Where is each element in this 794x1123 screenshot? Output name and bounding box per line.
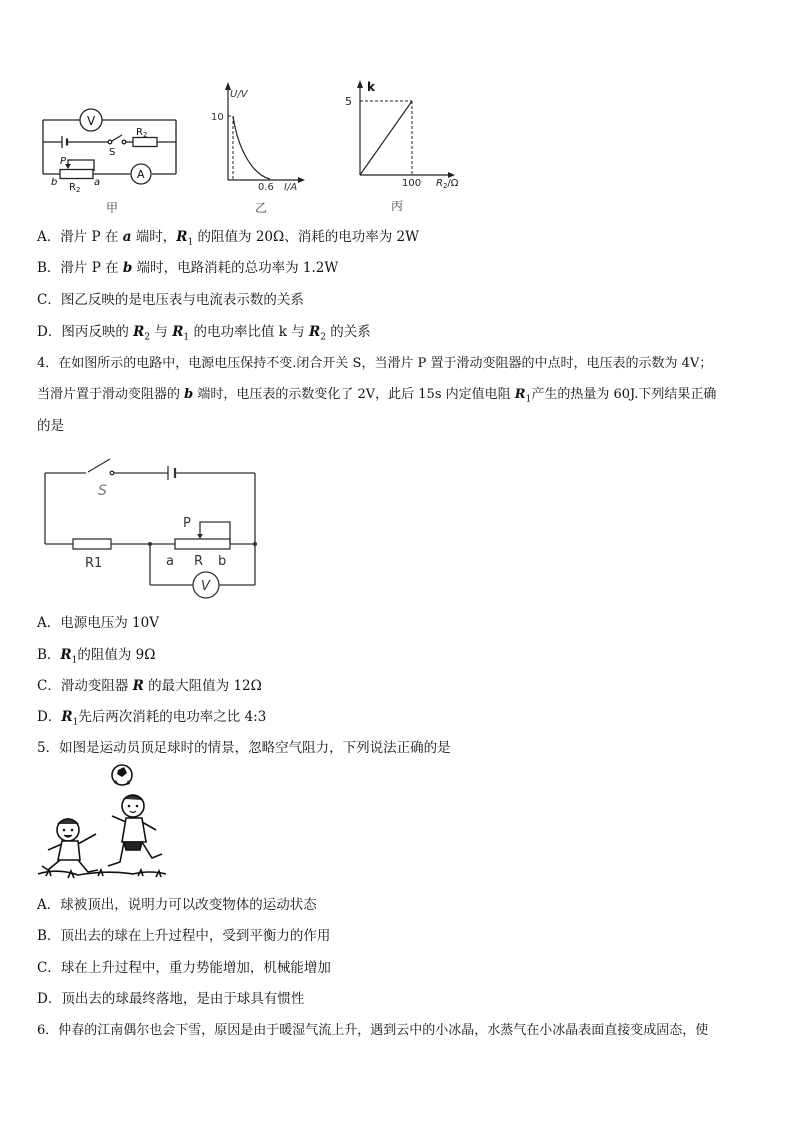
soccer-heading-illustration xyxy=(38,762,168,882)
q4-end-b-label: b xyxy=(218,554,227,569)
q4-rheostat-label: R xyxy=(194,554,204,569)
q4-option-c: C．滑动变阻器 R 的最大阻值为 12Ω xyxy=(37,678,262,694)
caption-bing: 丙 xyxy=(391,199,404,213)
rheostat-label: $R_2$ xyxy=(69,182,81,194)
switch-label: S xyxy=(109,147,116,158)
slider-label: P xyxy=(60,156,67,167)
bing-y-tick: 5 xyxy=(345,95,352,108)
yi-y-tick: 10 xyxy=(211,112,224,123)
voltmeter-symbol: V xyxy=(87,114,96,128)
q6-stem: 6．仲春的江南偶尔也会下雪，原因是由于暖湿气流上升，遇到云中的小冰晶，水蒸气在小冰晶表面直接变成固态，使 xyxy=(37,1023,709,1038)
q4-option-b: B．$R_1$的阻值为 9Ω xyxy=(37,647,156,666)
q5-option-c: C．球在上升过程中，重力势能增加，机械能增加 xyxy=(37,960,331,976)
caption-jia: 甲 xyxy=(106,201,119,215)
q4-stem-line3: 的是 xyxy=(37,418,64,434)
yi-x-axis-label: I/A xyxy=(284,182,298,193)
q4-option-d: D．$R_1$先后两次消耗的电功率之比 4:3 xyxy=(37,709,267,728)
q4-stem-line2: 当滑片置于滑动变阻器的 b 端时，电压表的示数变化了 2V，此后 15s 内定值电阻 $R_1$产生的热量为 60J.下列结果正确 xyxy=(37,387,717,405)
q5-option-d: D．顶出去的球最终落地，是由于球具有惯性 xyxy=(37,991,305,1007)
bing-y-axis-label: k xyxy=(367,80,375,94)
q4-stem-line1: 4．在如图所示的电路中，电源电压保持不变.闭合开关 S，当滑片 P 置于滑动变阻器的中点时，电压表的示数为 4V； xyxy=(37,356,713,371)
bing-x-axis-label: $R_2/\Omega$ xyxy=(436,178,459,190)
q4-option-a: A．电源电压为 10V xyxy=(37,615,159,631)
q3-option-a: A．滑片 P 在 a 端时，$R_1$ 的阻值为 20Ω、消耗的电功率为 2W xyxy=(37,229,419,248)
ammeter-symbol: A xyxy=(137,168,145,181)
yi-x-tick: 0.6 xyxy=(258,182,274,193)
q5-stem: 5．如图是运动员顶足球时的情景，忽略空气阻力，下列说法正确的是 xyxy=(37,740,451,756)
q4-slider-label: P xyxy=(183,516,191,531)
r2-top-label: $R_2$ xyxy=(136,127,148,139)
q5-option-a: A．球被顶出，说明力可以改变物体的运动状态 xyxy=(37,897,317,913)
end-a-label: a xyxy=(94,177,101,188)
graph-yi-u-i xyxy=(208,80,308,195)
q4-r1-label: R1 xyxy=(85,556,103,571)
graph-bing-k-r2 xyxy=(340,78,470,193)
q4-switch-label: S xyxy=(98,483,107,499)
q3-option-b: B．滑片 P 在 b 端时，电路消耗的总功率为 1.2W xyxy=(37,260,339,276)
q4-voltmeter-symbol: V xyxy=(201,579,210,594)
yi-y-axis-label: U/V xyxy=(230,89,248,100)
end-b-label: b xyxy=(51,177,58,188)
caption-yi: 乙 xyxy=(255,201,268,215)
circuit-figure-q4 xyxy=(40,455,265,594)
q4-end-a-label: a xyxy=(166,554,174,569)
q3-option-c: C．图乙反映的是电压表与电流表示数的关系 xyxy=(37,292,304,308)
q5-option-b: B．顶出去的球在上升过程中，受到平衡力的作用 xyxy=(37,928,331,944)
circuit-figure-jia xyxy=(38,100,188,195)
bing-x-tick: 100 xyxy=(402,178,422,189)
q3-option-d: D．图丙反映的 $R_2$ 与 $R_1$ 的电功率比值 k 与 $R_2$ 的关系 xyxy=(37,324,371,343)
